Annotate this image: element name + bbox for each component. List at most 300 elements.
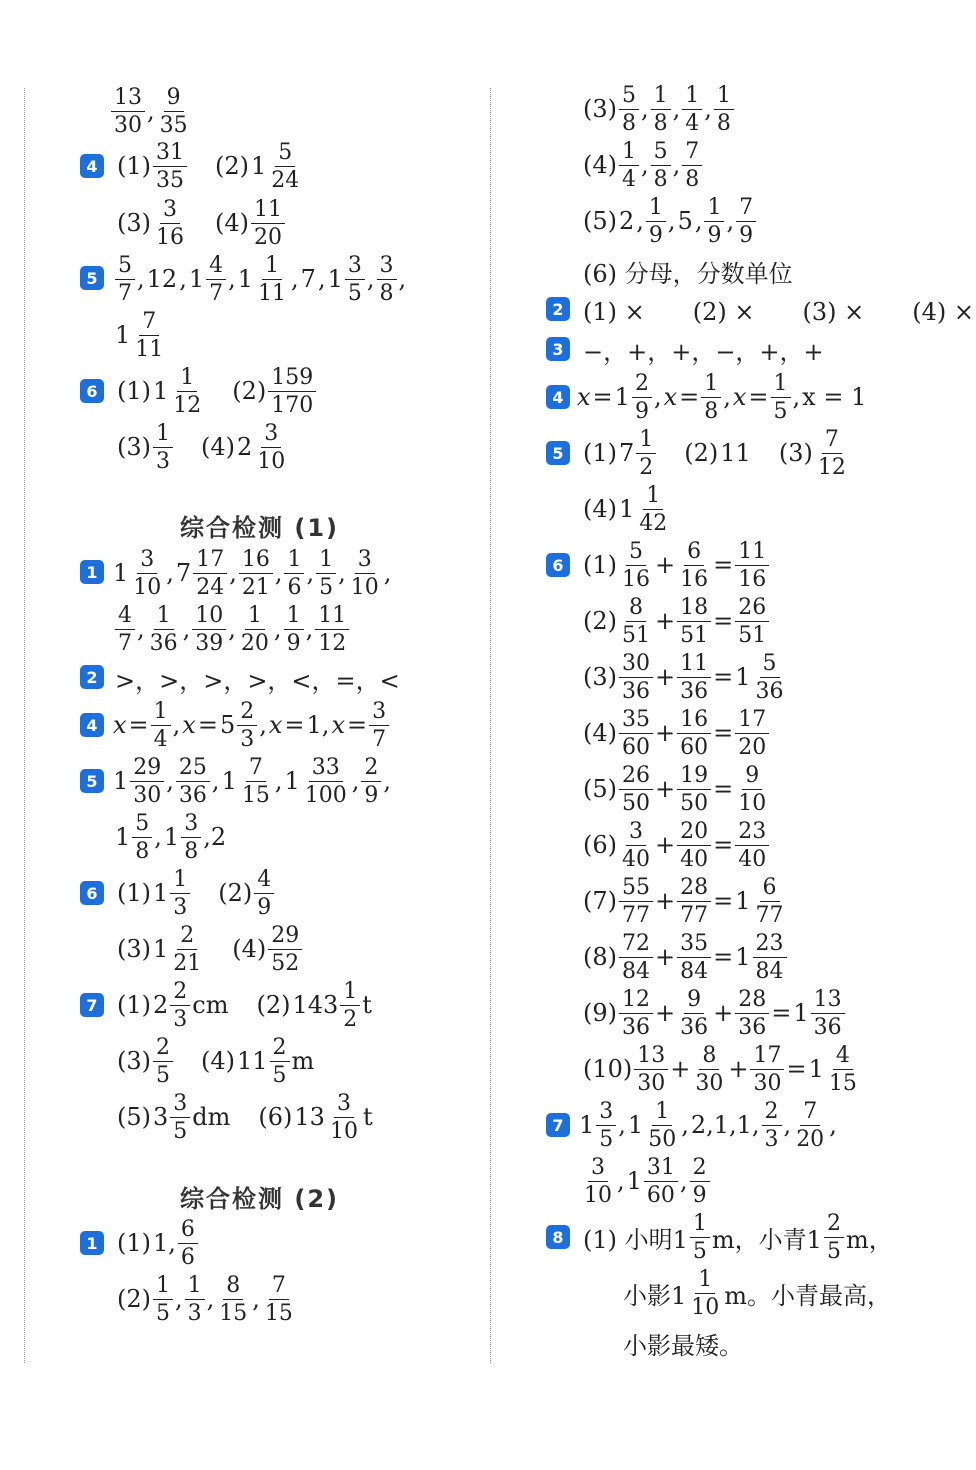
fraction — [619, 82, 639, 137]
numerator: 11 — [735, 538, 769, 566]
fraction — [771, 370, 791, 425]
denominator: 15 — [219, 1300, 248, 1326]
denominator: 9 — [257, 894, 272, 920]
denominator: 8 — [653, 166, 668, 192]
answer-text: , — [366, 265, 375, 293]
numerator: 2 — [170, 978, 190, 1006]
answer-text: , — [228, 265, 236, 293]
denominator: 51 — [738, 622, 767, 648]
denominator: 7 — [209, 280, 224, 306]
question-badge-7: 7 — [546, 1113, 570, 1137]
fraction — [284, 546, 304, 601]
answer-line — [112, 754, 392, 808]
denominator: 16 — [156, 224, 184, 250]
denominator: 2 — [639, 454, 654, 480]
answer-text: 1 — [793, 999, 809, 1027]
answer-text: (10) — [583, 1055, 633, 1083]
fraction — [170, 364, 204, 419]
numerator: 3 — [588, 1154, 608, 1182]
answer-text: , — [273, 615, 282, 643]
denominator: 7 — [118, 280, 132, 306]
denominator: 3 — [156, 448, 170, 474]
denominator: 9 — [286, 630, 301, 656]
answer-text: , — [704, 95, 712, 123]
numerator: 3 — [369, 698, 389, 726]
denominator: 24 — [271, 167, 300, 193]
answer-text: 1 — [614, 383, 630, 411]
numerator: 2 — [632, 370, 652, 398]
answer-text: (4) — [201, 1047, 235, 1075]
fraction — [181, 810, 201, 865]
fraction — [130, 546, 164, 601]
equation-line — [582, 986, 846, 1040]
answer-line — [578, 1098, 838, 1152]
denominator: 36 — [680, 1014, 709, 1040]
answer-text: (1) — [117, 377, 151, 405]
fraction — [793, 1098, 827, 1153]
answer-text: , — [694, 207, 703, 235]
numerator: 2 — [824, 1210, 844, 1238]
answer-text: , — [306, 559, 315, 587]
answer-text: 1 — [221, 767, 237, 795]
numerator: 29 — [268, 922, 302, 950]
question-badge-6: 6 — [546, 553, 570, 577]
numerator: 2 — [690, 1154, 710, 1182]
numerator: 7 — [682, 138, 702, 166]
answer-text: x — [732, 383, 747, 411]
denominator: 21 — [173, 950, 202, 976]
answer-text: ,2 — [203, 823, 227, 851]
denominator: 35 — [156, 167, 184, 193]
numerator: 13 — [811, 986, 845, 1014]
left-margin-line — [24, 88, 25, 1363]
fraction — [132, 308, 166, 363]
numerator: 9 — [684, 986, 704, 1014]
answer-text: 2 — [153, 991, 169, 1019]
fraction — [619, 818, 653, 873]
denominator: 40 — [680, 846, 709, 872]
answer-text: + — [655, 831, 676, 859]
answer-line — [582, 1210, 894, 1264]
numerator: 1 — [646, 194, 666, 222]
numerator: 7 — [246, 754, 266, 782]
equation-line — [582, 762, 770, 816]
answer-text: (3) — [117, 433, 151, 461]
fraction — [239, 546, 273, 601]
numerator: 1 — [177, 364, 197, 392]
fraction — [185, 1272, 205, 1327]
numerator: 72 — [619, 930, 653, 958]
denominator: 10 — [691, 1294, 720, 1320]
numerator: 13 — [111, 84, 145, 112]
answer-text: (6) — [258, 1103, 293, 1131]
fraction — [238, 602, 272, 657]
numerator: 7 — [800, 1098, 820, 1126]
answer-text: 7 — [300, 265, 316, 293]
numerator: 3 — [355, 546, 375, 574]
numerator: 11 — [315, 602, 349, 630]
fraction — [111, 84, 145, 139]
answer-text: (1) — [583, 439, 617, 467]
answer-text: cm — [192, 991, 229, 1019]
fraction — [115, 252, 135, 307]
fraction — [176, 754, 210, 809]
numerator: 1 — [154, 602, 174, 630]
answer-line — [112, 698, 390, 752]
numerator: 35 — [677, 930, 711, 958]
numerator: 1 — [284, 602, 304, 630]
fraction — [688, 1266, 722, 1321]
answer-text: 1 — [251, 152, 267, 180]
answer-text: t — [362, 1103, 373, 1131]
equation-line — [582, 538, 770, 592]
answer-text: (4) — [583, 719, 617, 747]
section-title: 综合检测 (1) — [180, 514, 339, 542]
denominator: 5 — [156, 1062, 170, 1088]
denominator: 3 — [173, 894, 188, 920]
answer-text: 1 — [808, 1055, 824, 1083]
denominator: 36 — [149, 630, 178, 656]
answer-text: , — [252, 1285, 260, 1313]
denominator: 50 — [622, 790, 650, 816]
numerator: 3 — [345, 252, 365, 280]
answer-text: 1 — [735, 943, 751, 971]
fraction — [826, 1042, 860, 1097]
fraction — [677, 594, 711, 649]
fraction — [206, 252, 226, 307]
numerator: 7 — [736, 194, 756, 222]
denominator: 9 — [634, 398, 649, 424]
answer-text: 1 — [115, 321, 131, 349]
answer-text: , — [398, 265, 407, 293]
numerator: 23 — [753, 930, 787, 958]
fraction — [178, 1216, 198, 1271]
answer-text: , — [274, 559, 283, 587]
answer-text: 1 — [735, 887, 751, 915]
equation-line — [582, 706, 770, 760]
fraction — [348, 546, 382, 601]
answer-text: (3) — [117, 935, 151, 963]
numerator: 3 — [626, 818, 646, 846]
section-title: 综合检测 (2) — [180, 1185, 339, 1213]
numerator: 8 — [699, 1042, 719, 1070]
fraction — [254, 420, 288, 475]
answer-text: = — [713, 719, 734, 747]
denominator: 8 — [622, 110, 636, 136]
numerator: 55 — [619, 874, 653, 902]
numerator: 1 — [643, 482, 663, 510]
answer-line — [582, 82, 735, 136]
answer-text: + — [655, 663, 676, 691]
answer-text: 2,1,1, — [690, 1111, 760, 1139]
answer-text: (4) — [201, 433, 235, 461]
denominator: 84 — [755, 958, 784, 984]
denominator: 20 — [254, 224, 282, 250]
answer-line — [116, 978, 373, 1032]
denominator: 60 — [622, 734, 650, 760]
numerator: 4 — [206, 252, 226, 280]
answer-text: (8) — [583, 943, 617, 971]
answer-text: (2) — [583, 607, 617, 635]
answer-text: , — [636, 207, 644, 235]
denominator: 9 — [739, 222, 754, 248]
answer-line — [582, 426, 850, 480]
denominator: 7 — [372, 726, 387, 752]
answer-text: + — [670, 1055, 691, 1083]
numerator: 28 — [735, 986, 769, 1014]
denominator: 10 — [584, 1182, 612, 1208]
denominator: 36 — [680, 678, 709, 704]
answer-text: , — [679, 1167, 688, 1195]
answer-text: (6) 分母，分数单位 — [583, 259, 793, 288]
denominator: 16 — [680, 566, 709, 592]
answer-text: , — [641, 151, 649, 179]
answer-text: 1 — [188, 265, 205, 293]
numerator: 3 — [334, 1090, 354, 1118]
answer-text: , — [291, 265, 299, 293]
numerator: 1 — [619, 138, 639, 166]
fraction — [651, 82, 671, 137]
answer-line — [622, 1266, 892, 1320]
numerator: 3 — [261, 420, 281, 448]
fraction — [762, 1098, 782, 1153]
denominator: 5 — [347, 280, 362, 306]
answer-line — [112, 546, 392, 600]
answer-text: , — [383, 559, 392, 587]
denominator: 30 — [637, 1070, 666, 1096]
answer-line — [580, 1154, 711, 1208]
question-badge-4: 4 — [80, 713, 104, 737]
fraction — [701, 370, 721, 425]
answer-text: = — [197, 711, 218, 739]
answer-text: , — [723, 383, 731, 411]
fraction — [581, 1154, 615, 1209]
answer-line — [116, 1216, 199, 1270]
denominator: 30 — [133, 782, 162, 808]
answer-text: = — [786, 1055, 807, 1083]
answer-text: (1) — [583, 551, 617, 579]
answer-text: (2) — [684, 439, 719, 467]
fraction — [644, 1154, 678, 1209]
answer-text: = — [713, 943, 734, 971]
answer-text: 1 — [163, 823, 180, 851]
fraction — [316, 546, 336, 601]
numerator: 7 — [269, 1272, 289, 1300]
fraction — [677, 650, 711, 705]
denominator: 40 — [622, 846, 650, 872]
numerator: 1 — [245, 602, 265, 630]
denominator: 9 — [692, 1182, 707, 1208]
answer-text: 1 — [735, 663, 751, 691]
answer-line — [582, 251, 794, 291]
answer-text: (3) — [778, 439, 813, 467]
question-badge-5: 5 — [546, 441, 570, 465]
numerator: 4 — [254, 866, 274, 894]
answer-text: (3) — [583, 663, 617, 691]
fraction — [645, 1098, 679, 1153]
answer-text: 5 — [677, 207, 693, 235]
denominator: 50 — [680, 790, 709, 816]
denominator: 77 — [755, 902, 784, 928]
numerator: 35 — [619, 706, 653, 734]
denominator: 5 — [272, 1062, 287, 1088]
answer-line — [114, 602, 350, 656]
answer-text: (1) — [117, 152, 151, 180]
denominator: 11 — [135, 336, 164, 362]
fraction — [677, 874, 711, 929]
question-badge-4: 4 — [546, 385, 570, 409]
answer-text: 1 — [327, 265, 343, 293]
answer-text: , — [172, 711, 181, 739]
numerator: 3 — [160, 196, 180, 224]
numerator: 159 — [268, 364, 316, 392]
answer-line — [576, 370, 867, 424]
numerator: 1 — [682, 82, 702, 110]
answer-line — [114, 308, 167, 362]
numerator: 8 — [626, 594, 646, 622]
denominator: 170 — [271, 392, 314, 418]
question-badge-3: 3 — [546, 337, 570, 361]
denominator: 8 — [135, 838, 150, 864]
question-badge-4: 4 — [80, 154, 104, 178]
question-badge-1: 1 — [80, 1231, 104, 1255]
denominator: 36 — [813, 1014, 842, 1040]
denominator: 20 — [796, 1126, 825, 1152]
numerator: 1 — [340, 978, 360, 1006]
answer-text: (1) — [117, 991, 151, 1019]
fraction — [736, 194, 756, 249]
answer-text: , — [154, 823, 162, 851]
answer-line — [582, 194, 757, 248]
answer-text: = — [128, 711, 149, 739]
fraction — [345, 252, 365, 307]
fraction — [682, 82, 702, 137]
numerator: 1 — [651, 82, 671, 110]
answer-text: , — [338, 559, 346, 587]
numerator: 5 — [619, 82, 639, 110]
fraction — [268, 364, 316, 419]
fraction — [714, 82, 734, 137]
answer-line — [582, 482, 671, 536]
answer-text: = — [713, 775, 734, 803]
fraction — [170, 1090, 190, 1145]
denominator: 100 — [304, 782, 347, 808]
numerator: 17 — [735, 706, 769, 734]
answer-text: , — [179, 265, 187, 293]
numerator: 9 — [742, 762, 762, 790]
numerator: 2 — [762, 1098, 782, 1126]
answer-text: m，小青1 — [711, 1225, 822, 1254]
denominator: 8 — [716, 110, 731, 136]
answer-text: x — [577, 383, 591, 411]
answer-text: 1 — [284, 767, 300, 795]
denominator: 5 — [156, 1300, 170, 1326]
answer-line — [110, 84, 192, 138]
numerator: 1 — [262, 252, 282, 280]
denominator: 24 — [196, 574, 225, 600]
answer-text: = — [713, 663, 734, 691]
numerator: 1 — [771, 370, 791, 398]
answer-text: 1 — [153, 935, 169, 963]
denominator: 8 — [685, 166, 700, 192]
answer-text: x — [182, 711, 196, 739]
fraction — [268, 139, 302, 194]
equation-line — [582, 930, 788, 984]
fraction — [262, 1272, 296, 1327]
numerator: 16 — [677, 706, 711, 734]
numerator: 25 — [176, 754, 210, 782]
answer-text: , — [317, 265, 326, 293]
denominator: 5 — [173, 1118, 188, 1144]
answer-text: x = 1 — [802, 383, 867, 411]
fraction — [690, 1210, 710, 1265]
numerator: 7 — [139, 308, 159, 336]
numerator: 6 — [684, 538, 704, 566]
answer-text: x — [113, 711, 127, 739]
denominator: 15 — [828, 1070, 857, 1096]
answer-text: , — [351, 767, 360, 795]
answer-text: 2 — [619, 207, 635, 235]
denominator: 6 — [287, 574, 302, 600]
fraction — [677, 986, 711, 1041]
denominator: 36 — [622, 678, 650, 704]
answer-text: 7 — [619, 439, 635, 467]
answer-text: , — [672, 95, 681, 123]
answer-text: 11 — [237, 1047, 268, 1075]
numerator: 1 — [153, 420, 173, 448]
numerator: 3 — [377, 252, 397, 280]
denominator: 8 — [653, 110, 668, 136]
answer-line — [582, 289, 975, 329]
numerator: 12 — [619, 986, 653, 1014]
fraction — [815, 426, 849, 481]
answer-text: (4) — [583, 495, 617, 523]
answer-text: , — [792, 383, 801, 411]
answer-text: 5 — [219, 711, 236, 739]
answer-line — [116, 1034, 315, 1088]
denominator: 36 — [622, 1014, 650, 1040]
fraction — [677, 818, 711, 873]
denominator: 84 — [622, 958, 650, 984]
fraction — [677, 706, 711, 761]
answer-text: + — [655, 887, 676, 915]
answer-text: 13 — [294, 1103, 325, 1131]
numerator: 1 — [284, 546, 304, 574]
answer-line — [116, 139, 303, 193]
equation-line — [582, 594, 770, 648]
answer-text: (1) — [117, 879, 151, 907]
fraction — [170, 978, 190, 1033]
answer-text: 1 — [153, 879, 169, 907]
answer-text: , — [641, 95, 649, 123]
answer-text: = — [713, 887, 734, 915]
denominator: 8 — [379, 280, 394, 306]
denominator: 52 — [271, 950, 300, 976]
denominator: 15 — [264, 1300, 293, 1326]
answer-text: , — [681, 1111, 689, 1139]
numerator: 26 — [735, 594, 769, 622]
fraction — [735, 986, 769, 1041]
answer-line — [114, 810, 227, 864]
denominator: 5 — [599, 1126, 614, 1152]
fraction — [750, 1042, 784, 1097]
numerator: 3 — [596, 1098, 616, 1126]
answer-line — [116, 196, 286, 250]
numerator: 17 — [750, 1042, 784, 1070]
answer-text: (4) — [583, 151, 617, 179]
answer-text: 143 — [292, 991, 339, 1019]
numerator: 5 — [275, 139, 295, 167]
